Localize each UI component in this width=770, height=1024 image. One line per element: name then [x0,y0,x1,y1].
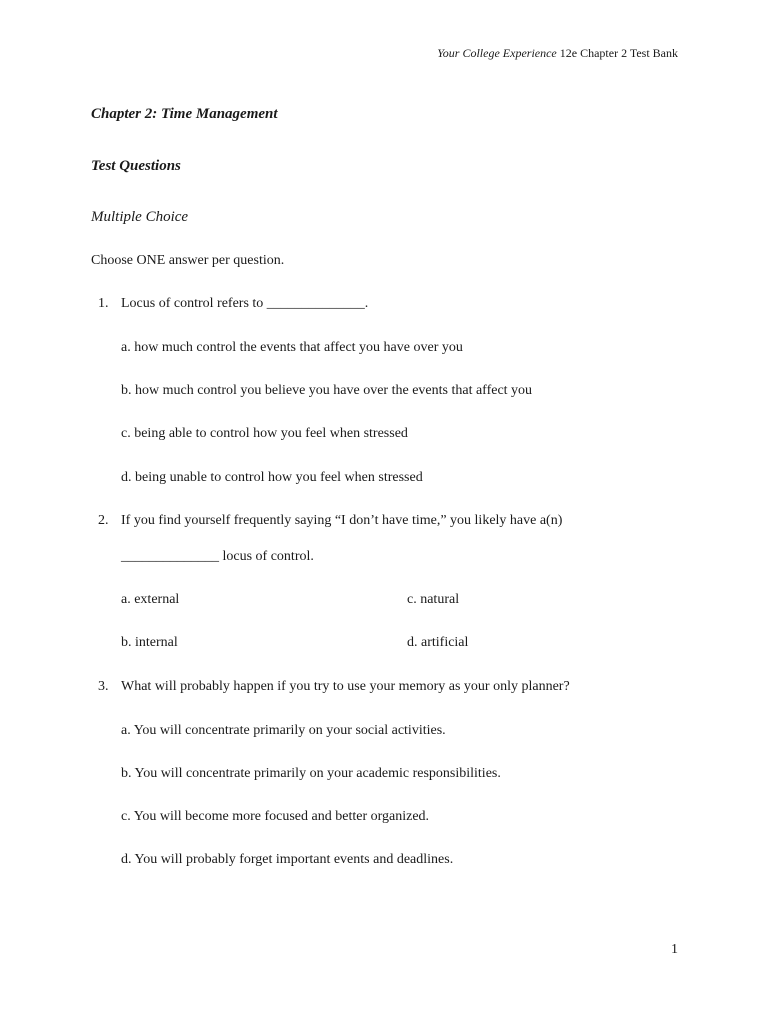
answer-option: a. external [121,592,180,607]
answer-option: a. how much control the events that affect you have over you [121,340,463,355]
question-number: 3. [98,679,109,694]
answer-option: c. natural [407,592,460,607]
answer-option: b. how much control you believe you have over the events that affect you [121,383,533,398]
chapter-title: Chapter 2: Time Management [91,106,278,122]
answer-option: c. You will become more focused and better organized. [121,809,430,824]
header-book-title: Your College Experience [437,46,557,60]
section-title: Test Questions [91,158,181,174]
page-number: 1 [671,942,678,957]
answer-option: b. You will concentrate primarily on your academic responsibilities. [121,766,501,781]
question-text: If you find yourself frequently saying “I don’t have time,” you likely have a(n) [121,513,563,528]
question-text: What will probably happen if you try to use your memory as your only planner? [121,679,570,694]
question-text-continued: ______________ locus of control. [121,549,314,564]
answer-option: d. You will probably forget important events and deadlines. [121,852,454,867]
question-number: 1. [98,296,109,311]
instruction-text: Choose ONE answer per question. [91,253,285,268]
answer-option: c. being able to control how you feel when stressed [121,426,408,441]
answer-option: b. internal [121,635,178,650]
question-text: Locus of control refers to ______________. [121,296,369,311]
answer-option: d. artificial [407,635,469,650]
answer-option: d. being unable to control how you feel when stressed [121,470,423,485]
answer-option: a. You will concentrate primarily on your social activities. [121,723,446,738]
question-number: 2. [98,513,109,528]
header-rest: 12e Chapter 2 Test Bank [556,46,678,60]
subsection-title: Multiple Choice [91,209,189,225]
running-header [437,46,678,61]
